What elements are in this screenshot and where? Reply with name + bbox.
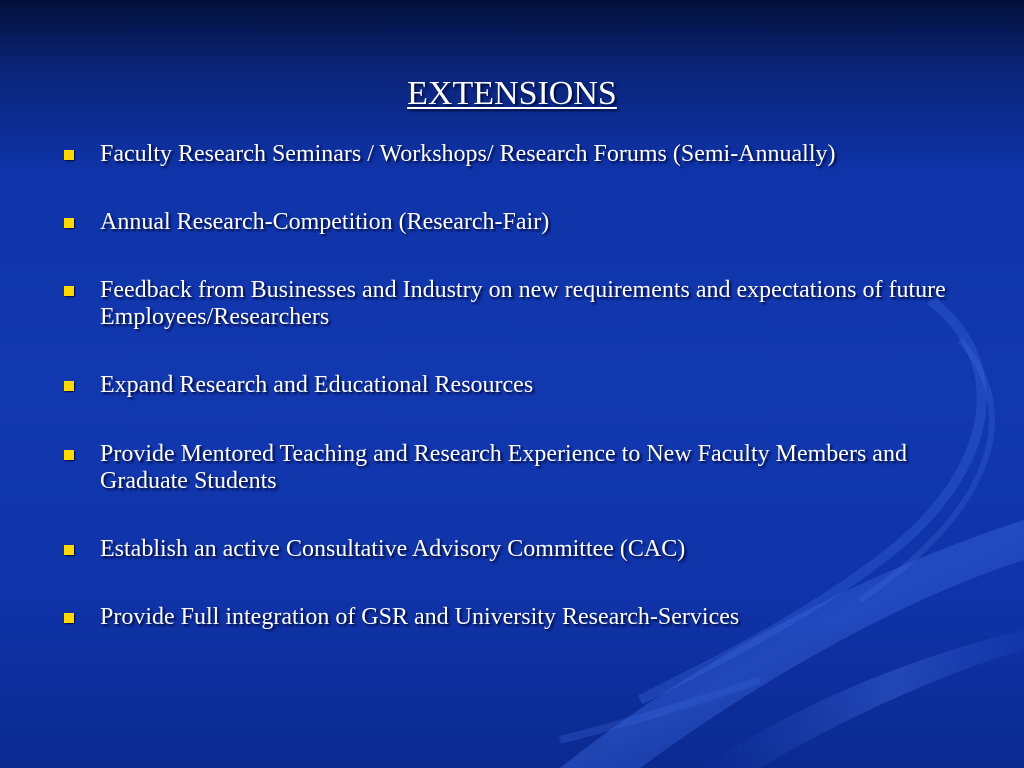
bullet-text: Provide Full integration of GSR and University Research-Services <box>100 604 740 630</box>
bullet-square-icon <box>64 286 74 296</box>
bullet-text: Expand Research and Educational Resources <box>100 372 534 398</box>
bullet-square-icon <box>64 218 74 228</box>
bullet-square-icon <box>64 613 74 623</box>
bullet-square-icon <box>64 545 74 555</box>
slide-title: EXTENSIONS <box>407 75 617 112</box>
bullet-text: Annual Research-Competition (Research-Fair) <box>100 209 550 235</box>
bullet-text: Faculty Research Seminars / Workshops/ Research Forums (Semi-Annually) <box>100 141 836 167</box>
bullet-text: Establish an active Consultative Advisory Committee (CAC) <box>100 536 686 562</box>
bullet-square-icon <box>64 450 74 460</box>
bullet-square-icon <box>64 381 74 391</box>
bullet-square-icon <box>64 150 74 160</box>
bullet-text: Feedback from Businesses and Industry on new requirements and expectations of future Employees/Researchers <box>100 277 946 330</box>
bullet-text: Provide Mentored Teaching and Research Experience to New Faculty Members and Graduate Students <box>100 441 907 494</box>
